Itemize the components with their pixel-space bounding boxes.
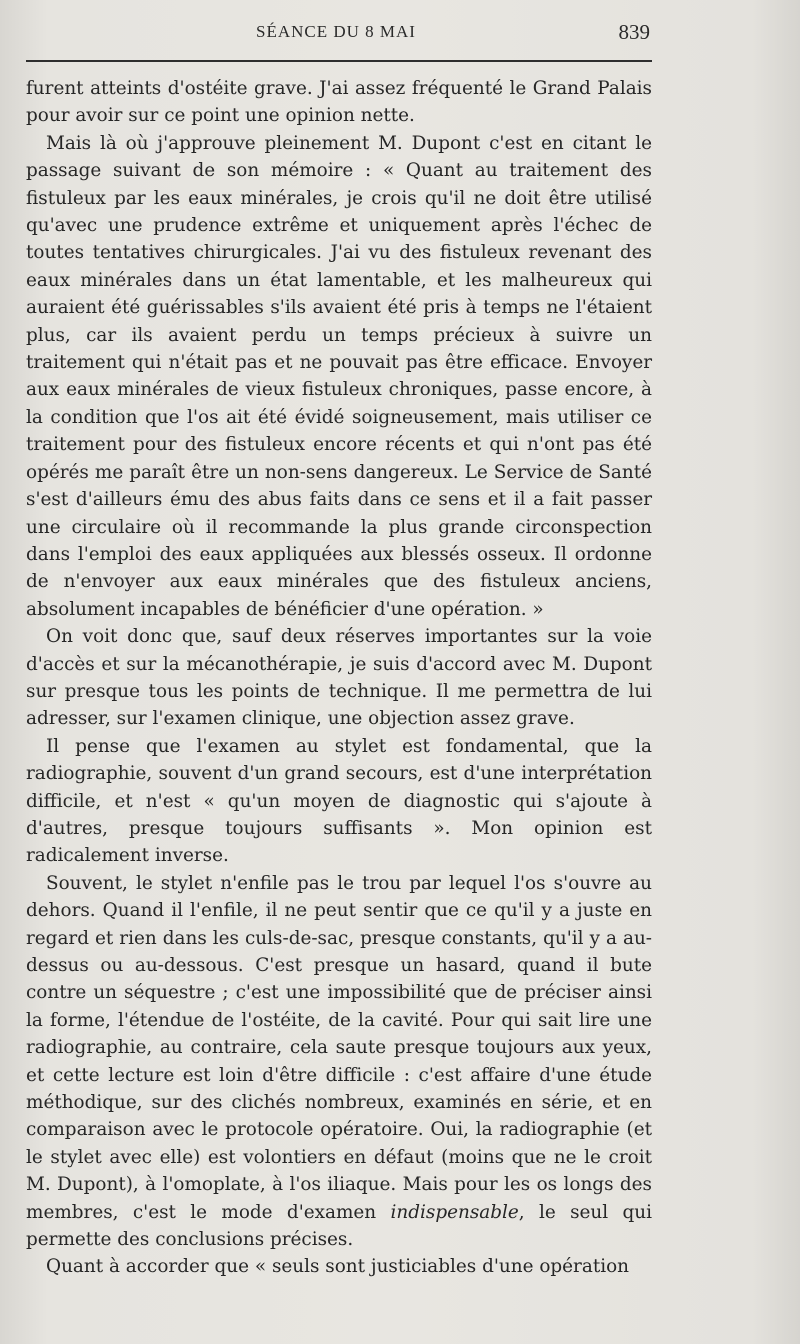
- page-header: [26, 20, 650, 44]
- paragraph-objection: Il pense que l'examen au stylet est fondamental, que la radiographie, souvent d'un grand secours, est d'une interprétation difficile, et n'est « qu'un moyen de diagnostic qui s'ajoute à d'autres, presque toujours suffisants ». Mon opinion est radicalement inverse.: [26, 735, 652, 867]
- paragraph-stylet-radiography: [26, 870, 652, 1254]
- body-text: [26, 75, 652, 1281]
- header-rule: [26, 60, 652, 62]
- paragraph-continued: furent atteints d'ostéite grave. J'ai assez fréquenté le Grand Palais pour avoir sur ce point une opinion nette.: [26, 78, 652, 127]
- paragraph-agreement: On voit donc que, sauf deux réserves importantes sur la voie d'accès et sur la mécanothérapie, je suis d'accord avec M. Dupont sur presque tous les points de technique. Il me permettra de lui adresser, sur l'examen clinique, une objection assez grave.: [26, 626, 652, 730]
- page-number: 839: [618, 20, 650, 44]
- paragraph-quotation: Mais là où j'approuve pleinement M. Dupont c'est en citant le passage suivant de son mémoire : « Quant au traitement des fistuleux par les eaux minérales, je crois qu'il ne doit être utilisé qu'avec une prudence extrême et uniquement après l'échec de toutes tentatives chirurgicales. J'ai vu des fistuleux revenant des eaux minérales dans un état lamentable, et les malheureux qui auraient été guérissables s'ils avaient été pris à temps ne l'étaient plus, car ils avaient perdu un temps précieux à suivre un traitement qui n'était pas et ne pouvait pas être efficace. Envoyer aux eaux minérales de vieux fistuleux chroniques, passe encore, à la condition que l'os ait été évidé soigneusement, mais utiliser ce traitement pour des fistuleux encore récents et qui n'ont pas été opérés me paraît être un non-sens dangereux. Le Service de Santé s'est d'ailleurs ému des abus faits dans ce sens et il a fait passer une circulaire où il recommande la plus grande circonspection dans l'emploi des eaux appliquées aux blessés osseux. Il ordonne de n'envoyer aux eaux minérales que des fistuleux anciens, absolument incapables de bénéficier d'une opération. »: [26, 132, 652, 620]
- running-title: SÉANCE DU 8 MAI: [256, 22, 416, 41]
- emphasis-word: indispensable: [390, 1201, 519, 1223]
- paragraph-final: Quant à accorder que « seuls sont justiciables d'une opération: [46, 1256, 630, 1278]
- paragraph-text-end: , le seul qui permette des conclusions précises.: [26, 1201, 652, 1251]
- paragraph-text-start: Souvent, le stylet n'enfile pas le trou par lequel l'os s'ouvre au dehors. Quand il l'enfile, il ne peut sentir que ce qu'il y a juste en regard et rien dans les culs-de-sac, presque constants, qu'il y a au-dessus ou au-dessous. C'est presque un hasard, quand il bute contre un séquestre ; c'est une impossibilité que de préciser ainsi la forme, l'étendue de l'ostéite, de la cavité. Pour qui sait lire une radiographie, au contraire, cela saute presque toujours aux yeux, et cette lecture est loin d'être difficile : c'est affaire d'une étude méthodique, sur des clichés nombreux, examinés en série, et en comparaison avec le protocole opératoire. Oui, la radiographie (et le stylet avec elle) est volontiers en défaut (moins que ne le croit M. Dupont), à l'omoplate, à l'os iliaque. Mais pour les os longs des membres, c'est le mode d'examen: [26, 872, 652, 1223]
